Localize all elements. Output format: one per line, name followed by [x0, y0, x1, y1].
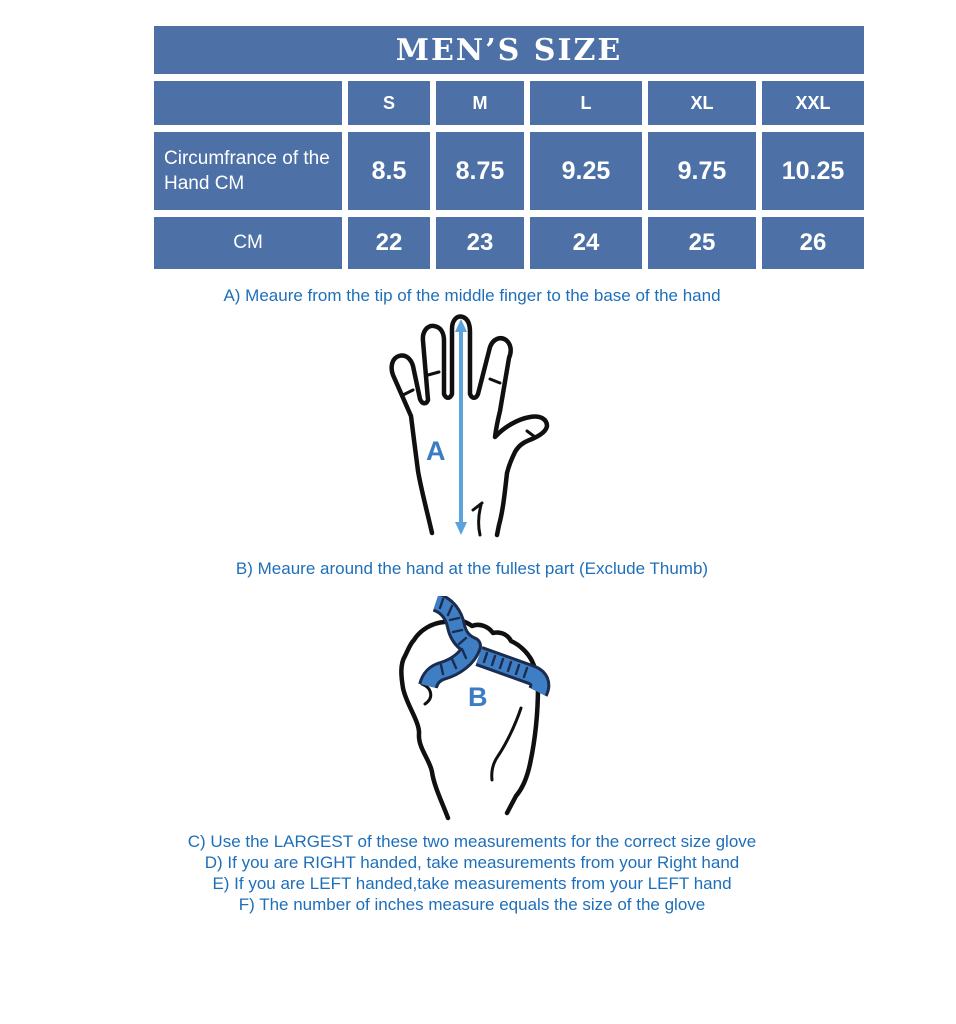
measure-a-label: A [426, 436, 446, 466]
cm-value-s: 22 [348, 217, 430, 269]
col-header-s: S [348, 81, 430, 125]
circumference-value-m: 8.75 [436, 132, 524, 210]
measure-b-label: B [468, 682, 488, 712]
cm-row-label: CM [154, 217, 342, 269]
cm-value-xl: 25 [648, 217, 756, 269]
col-header-xxl: XXL [762, 81, 864, 125]
circumference-value-l: 9.25 [530, 132, 642, 210]
circumference-row-label: Circumfrance of the Hand CM [154, 132, 342, 210]
col-header-l: L [530, 81, 642, 125]
table-title-row [154, 26, 864, 74]
instruction-d: D) If you are RIGHT handed, take measurements from your Right hand [204, 853, 740, 872]
cm-value-m: 23 [436, 217, 524, 269]
empty-corner-cell [154, 81, 342, 125]
circumference-row [154, 132, 864, 210]
instruction-a: A) Meaure from the tip of the middle finger to the base of the hand [223, 286, 721, 305]
fist-tape-illustration [392, 596, 572, 828]
cm-value-l: 24 [530, 217, 642, 269]
open-hand-illustration [378, 313, 558, 547]
mens-size-table [148, 19, 870, 276]
circumference-value-xl: 9.75 [648, 132, 756, 210]
instruction-b: B) Meaure around the hand at the fullest part (Exclude Thumb) [235, 559, 709, 578]
col-header-xl: XL [648, 81, 756, 125]
table-title: MEN’S SIZE [154, 26, 864, 74]
col-header-m: M [436, 81, 524, 125]
cm-row [154, 217, 864, 269]
instruction-f: F) The number of inches measure equals the size of the glove [238, 895, 706, 914]
cm-value-xxl: 26 [762, 217, 864, 269]
circumference-value-xxl: 10.25 [762, 132, 864, 210]
instructions-c-f [0, 831, 944, 915]
size-header-row [154, 81, 864, 125]
instruction-e: E) If you are LEFT handed,take measurements from your LEFT hand [212, 874, 732, 893]
instruction-c: C) Use the LARGEST of these two measurements for the correct size glove [187, 832, 757, 851]
hand-outline [392, 317, 547, 535]
circumference-value-s: 8.5 [348, 132, 430, 210]
